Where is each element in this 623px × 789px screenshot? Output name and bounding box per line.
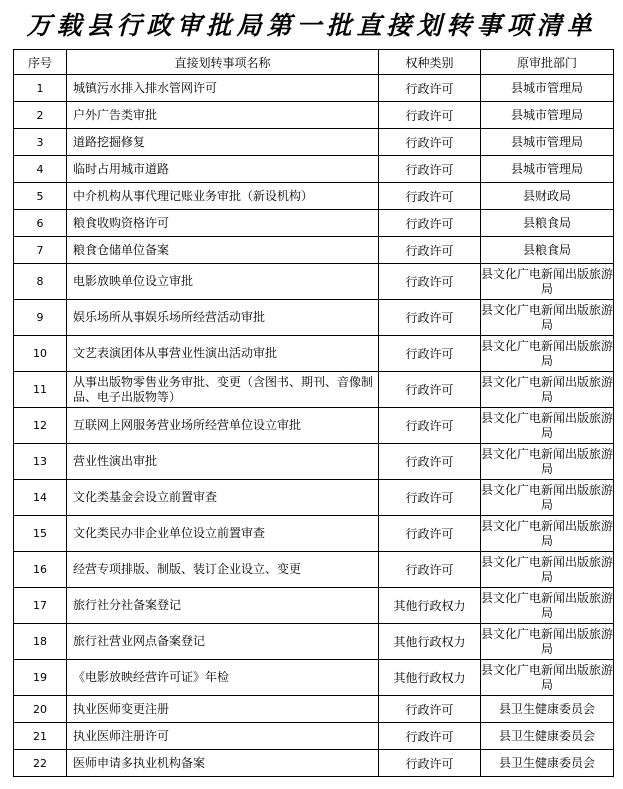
row-number: 6 xyxy=(14,210,67,237)
row-department: 县粮食局 xyxy=(481,210,614,237)
row-number: 13 xyxy=(14,444,67,480)
row-item-name: 经营专项排版、制版、装订企业设立、变更 xyxy=(67,552,379,588)
row-number: 17 xyxy=(14,588,67,624)
row-number: 16 xyxy=(14,552,67,588)
row-power-type: 行政许可 xyxy=(379,75,481,102)
row-department: 县城市管理局 xyxy=(481,102,614,129)
row-department: 县财政局 xyxy=(481,183,614,210)
table-row xyxy=(14,660,614,696)
table-row xyxy=(14,156,614,183)
table-row xyxy=(14,408,614,444)
row-power-type: 行政许可 xyxy=(379,336,481,372)
table-row xyxy=(14,102,614,129)
row-power-type: 其他行政权力 xyxy=(379,588,481,624)
row-item-name: 旅行社分社备案登记 xyxy=(67,588,379,624)
row-item-name: 城镇污水排入排水管网许可 xyxy=(67,75,379,102)
row-number: 12 xyxy=(14,408,67,444)
table-row xyxy=(14,336,614,372)
row-department: 县文化广电新闻出版旅游局 xyxy=(481,336,614,372)
row-number: 3 xyxy=(14,129,67,156)
row-item-name: 中介机构从事代理记账业务审批（新设机构） xyxy=(67,183,379,210)
table-row xyxy=(14,237,614,264)
row-item-name: 执业医师变更注册 xyxy=(67,696,379,723)
row-number: 10 xyxy=(14,336,67,372)
row-power-type: 行政许可 xyxy=(379,696,481,723)
row-power-type: 行政许可 xyxy=(379,372,481,408)
row-department: 县卫生健康委员会 xyxy=(481,696,614,723)
header-dept: 原审批部门 xyxy=(481,50,614,75)
table-row xyxy=(14,75,614,102)
row-number: 8 xyxy=(14,264,67,300)
row-power-type: 行政许可 xyxy=(379,210,481,237)
table-row xyxy=(14,300,614,336)
row-power-type: 行政许可 xyxy=(379,750,481,777)
row-power-type: 行政许可 xyxy=(379,237,481,264)
row-power-type: 行政许可 xyxy=(379,156,481,183)
table-header-row xyxy=(14,50,614,75)
row-number: 20 xyxy=(14,696,67,723)
row-department: 县城市管理局 xyxy=(481,75,614,102)
row-item-name: 《电影放映经营许可证》年检 xyxy=(67,660,379,696)
row-item-name: 娱乐场所从事娱乐场所经营活动审批 xyxy=(67,300,379,336)
table-row xyxy=(14,516,614,552)
row-number: 11 xyxy=(14,372,67,408)
table-row xyxy=(14,552,614,588)
row-number: 7 xyxy=(14,237,67,264)
row-power-type: 行政许可 xyxy=(379,552,481,588)
row-power-type: 行政许可 xyxy=(379,102,481,129)
table-row xyxy=(14,183,614,210)
row-department: 县城市管理局 xyxy=(481,129,614,156)
row-department: 县文化广电新闻出版旅游局 xyxy=(481,264,614,300)
table-row xyxy=(14,588,614,624)
row-item-name: 医师申请多执业机构备案 xyxy=(67,750,379,777)
row-department: 县城市管理局 xyxy=(481,156,614,183)
table-row xyxy=(14,723,614,750)
row-department: 县文化广电新闻出版旅游局 xyxy=(481,372,614,408)
row-item-name: 临时占用城市道路 xyxy=(67,156,379,183)
row-item-name: 文化类基金会设立前置审查 xyxy=(67,480,379,516)
row-number: 4 xyxy=(14,156,67,183)
row-number: 1 xyxy=(14,75,67,102)
page-title: 万载县行政审批局第一批直接划转事项清单 xyxy=(26,11,597,40)
table-row xyxy=(14,210,614,237)
row-number: 5 xyxy=(14,183,67,210)
table-row xyxy=(14,444,614,480)
row-item-name: 从事出版物零售业务审批、变更（含图书、期刊、音像制品、电子出版物等） xyxy=(67,372,379,408)
row-power-type: 行政许可 xyxy=(379,480,481,516)
row-item-name: 执业医师注册许可 xyxy=(67,723,379,750)
row-item-name: 文化类民办非企业单位设立前置审查 xyxy=(67,516,379,552)
header-type: 权种类别 xyxy=(379,50,481,75)
row-number: 15 xyxy=(14,516,67,552)
row-power-type: 行政许可 xyxy=(379,444,481,480)
header-no: 序号 xyxy=(14,50,67,75)
row-power-type: 行政许可 xyxy=(379,300,481,336)
row-item-name: 电影放映单位设立审批 xyxy=(67,264,379,300)
row-department: 县文化广电新闻出版旅游局 xyxy=(481,516,614,552)
row-item-name: 互联网上网服务营业场所经营单位设立审批 xyxy=(67,408,379,444)
row-department: 县粮食局 xyxy=(481,237,614,264)
row-number: 19 xyxy=(14,660,67,696)
row-item-name: 营业性演出审批 xyxy=(67,444,379,480)
row-item-name: 文艺表演团体从事营业性演出活动审批 xyxy=(67,336,379,372)
row-number: 2 xyxy=(14,102,67,129)
table-row xyxy=(14,372,614,408)
table-row xyxy=(14,264,614,300)
table-row xyxy=(14,750,614,777)
row-department: 县文化广电新闻出版旅游局 xyxy=(481,408,614,444)
row-power-type: 行政许可 xyxy=(379,408,481,444)
table-row xyxy=(14,480,614,516)
header-name: 直接划转事项名称 xyxy=(67,50,379,75)
row-department: 县卫生健康委员会 xyxy=(481,750,614,777)
row-power-type: 行政许可 xyxy=(379,264,481,300)
item-table xyxy=(13,49,614,777)
table-row xyxy=(14,624,614,660)
table-row xyxy=(14,129,614,156)
row-power-type: 其他行政权力 xyxy=(379,660,481,696)
row-number: 9 xyxy=(14,300,67,336)
row-item-name: 户外广告类审批 xyxy=(67,102,379,129)
row-item-name: 粮食收购资格许可 xyxy=(67,210,379,237)
row-department: 县文化广电新闻出版旅游局 xyxy=(481,552,614,588)
row-item-name: 道路挖掘修复 xyxy=(67,129,379,156)
row-department: 县文化广电新闻出版旅游局 xyxy=(481,444,614,480)
row-department: 县文化广电新闻出版旅游局 xyxy=(481,660,614,696)
table-row xyxy=(14,696,614,723)
row-item-name: 粮食仓储单位备案 xyxy=(67,237,379,264)
row-department: 县卫生健康委员会 xyxy=(481,723,614,750)
row-number: 21 xyxy=(14,723,67,750)
row-power-type: 行政许可 xyxy=(379,129,481,156)
row-department: 县文化广电新闻出版旅游局 xyxy=(481,300,614,336)
row-department: 县文化广电新闻出版旅游局 xyxy=(481,588,614,624)
row-item-name: 旅行社营业网点备案登记 xyxy=(67,624,379,660)
row-department: 县文化广电新闻出版旅游局 xyxy=(481,480,614,516)
row-power-type: 行政许可 xyxy=(379,723,481,750)
row-number: 22 xyxy=(14,750,67,777)
row-power-type: 行政许可 xyxy=(379,516,481,552)
row-power-type: 行政许可 xyxy=(379,183,481,210)
row-number: 18 xyxy=(14,624,67,660)
row-number: 14 xyxy=(14,480,67,516)
row-power-type: 其他行政权力 xyxy=(379,624,481,660)
row-department: 县文化广电新闻出版旅游局 xyxy=(481,624,614,660)
